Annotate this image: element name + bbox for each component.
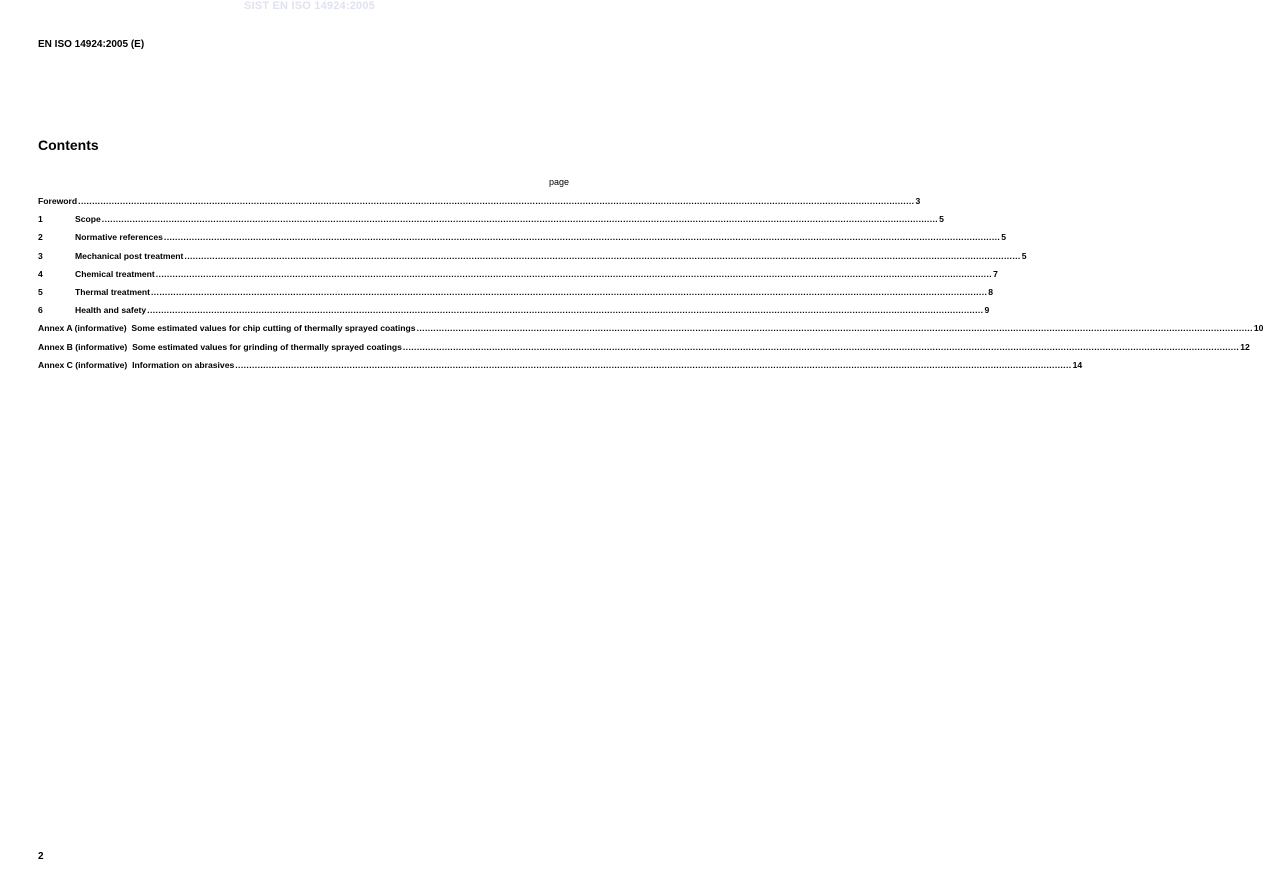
toc-entry-page: 10 [1253, 323, 1263, 334]
toc-entry-title: Foreword [38, 196, 78, 206]
table-of-contents [38, 196, 1263, 378]
dot-leader: ............................................................................................................................................................................................................................................................................................................ [155, 268, 993, 279]
toc-entry-chemical-treatment[interactable] [38, 268, 998, 287]
toc-entry-page: 9 [984, 305, 990, 316]
toc-entry-page: 3 [915, 196, 921, 206]
dot-leader: ............................................................................................................................................................................................................................................................................................................ [163, 232, 1001, 243]
toc-entry-title: Thermal treatment [75, 286, 150, 297]
toc-entry-number: 6 [38, 305, 43, 316]
toc-entry-title: Annex A (informative) Some estimated values for chip cutting of thermally sprayed coatings [38, 323, 416, 334]
toc-entry-title: Normative references [75, 232, 163, 243]
dot-leader: ............................................................................................................................................................................................................................................................................................................ [150, 286, 988, 297]
toc-entry-title: Mechanical post treatment [75, 250, 184, 261]
toc-entry-number: 5 [38, 286, 43, 297]
watermark: SIST EN ISO 14924:2005 [244, 0, 375, 12]
toc-entry-title: Scope [75, 214, 101, 225]
toc-entry-number: 1 [38, 214, 43, 225]
dot-leader: ............................................................................................................................................................................................................................................................................................................ [402, 341, 1240, 352]
toc-entry-mechanical-post-treatment[interactable] [38, 250, 1027, 269]
dot-leader: ............................................................................................................................................................................................................................................................................................................ [78, 196, 915, 206]
toc-entry-page: 5 [1021, 250, 1027, 261]
toc-entry-number: 2 [38, 232, 43, 243]
toc-entry-foreword[interactable] [38, 196, 921, 214]
toc-entry-number: 4 [38, 268, 43, 279]
toc-entry-annex-b[interactable] [38, 341, 1250, 360]
toc-entry-title: Chemical treatment [75, 268, 155, 279]
toc-entry-scope[interactable] [38, 214, 944, 232]
toc-entry-page: 5 [1001, 232, 1006, 243]
dot-leader: ............................................................................................................................................................................................................................................................................................................ [416, 323, 1253, 334]
dot-leader: ............................................................................................................................................................................................................................................................................................................ [147, 305, 984, 316]
toc-entry-annex-c[interactable] [38, 359, 1083, 378]
dot-leader: ............................................................................................................................................................................................................................................................................................................ [235, 359, 1072, 370]
toc-entry-title: Annex C (informative) Information on abrasives [38, 359, 235, 370]
dot-leader: ............................................................................................................................................................................................................................................................................................................ [101, 214, 939, 225]
dot-leader: ............................................................................................................................................................................................................................................................................................................ [184, 250, 1021, 261]
contents-title: Contents [38, 137, 99, 153]
page-number: 2 [38, 851, 44, 862]
toc-entry-normative-references[interactable] [38, 232, 1006, 250]
toc-entry-annex-a[interactable] [38, 323, 1263, 341]
page-column-label: page [548, 177, 569, 187]
toc-entry-page: 14 [1072, 359, 1083, 370]
toc-entry-number: 3 [38, 250, 43, 261]
toc-entry-health-and-safety[interactable] [38, 305, 990, 323]
document-id: EN ISO 14924:2005 (E) [38, 39, 145, 50]
toc-entry-page: 7 [993, 268, 998, 279]
toc-entry-page: 12 [1240, 341, 1250, 352]
toc-entry-title: Annex B (informative) Some estimated values for grinding of thermally sprayed coatings [38, 341, 402, 352]
toc-entry-page: 5 [939, 214, 944, 225]
toc-entry-page: 8 [988, 286, 994, 297]
toc-entry-thermal-treatment[interactable] [38, 286, 994, 305]
toc-entry-title: Health and safety [75, 305, 147, 316]
